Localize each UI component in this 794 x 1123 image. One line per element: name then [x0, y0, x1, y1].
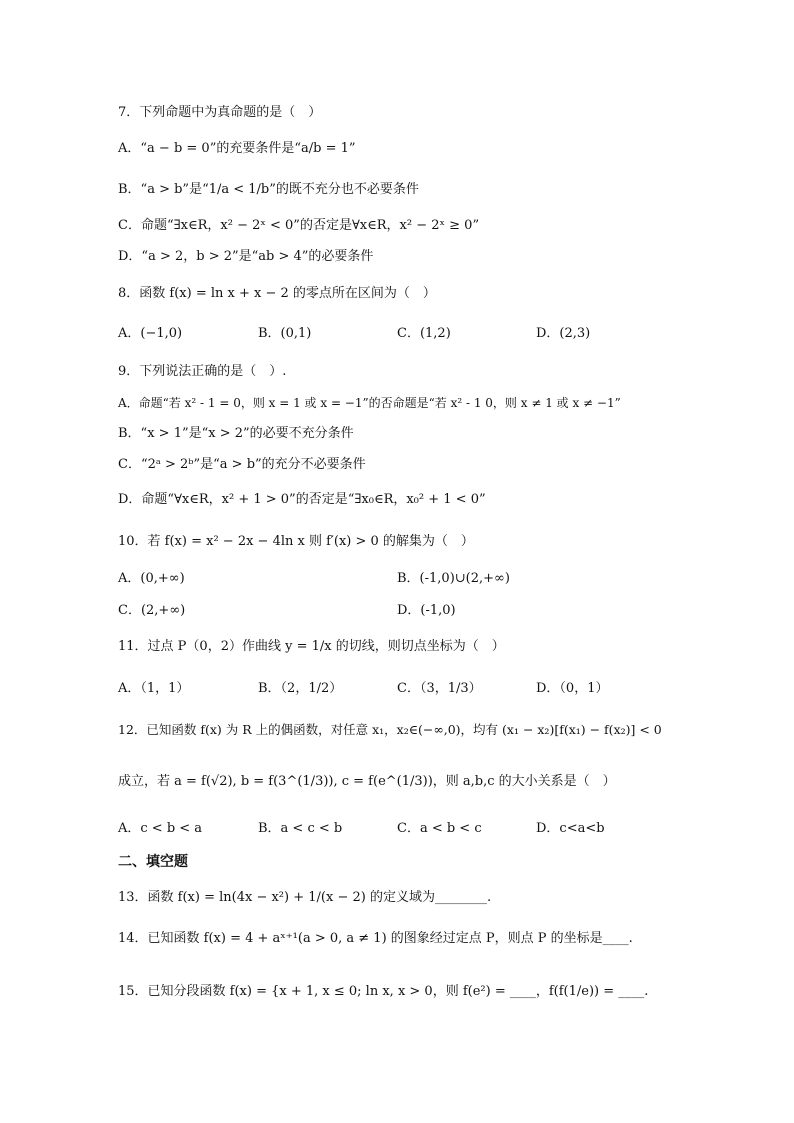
q9-option-b: B．“x > 1”是“x > 2”的必要不充分条件 [118, 426, 354, 441]
q12-option-a: A．c < b < a [118, 821, 203, 836]
q10-option-b: B．(-1,0)∪(2,+∞) [397, 571, 510, 586]
q8-stem: 8．函数 f(x) = ln x + x − 2 的零点所在区间为（ ） [118, 286, 436, 301]
q11-option-a: A．（1，1） [118, 681, 190, 696]
q10-option-d: D．(-1,0) [397, 603, 456, 618]
q10-option-c: C．(2,+∞) [118, 603, 186, 618]
q14: 14．已知函数 f(x) = 4 + aˣ⁺¹(a > 0, a ≠ 1) 的图象经过定点 P，则点 P 的坐标是____. [118, 931, 633, 946]
q11-option-d: D．（0，1） [536, 681, 609, 696]
q12-option-d: D．c<a<b [536, 821, 605, 836]
q7-option-a: A．“a − b = 0”的充要条件是“a/b = 1” [118, 141, 356, 156]
q13: 13．函数 f(x) = ln(4x − x²) + 1/(x − 2) 的定义域为________. [118, 890, 492, 905]
q11-option-c: C．（3，1/3） [397, 681, 482, 696]
q7-option-b: B．“a > b”是“1/a < 1/b”的既不充分也不必要条件 [118, 182, 419, 197]
q9-stem: 9．下列说法正确的是（ ）. [118, 364, 287, 379]
q8-option-a: A．(−1,0) [118, 326, 183, 341]
q10-option-a: A．(0,+∞) [118, 571, 185, 586]
q12-option-c: C．a < b < c [397, 821, 482, 836]
q12-stem-line2: 成立，若 a = f(√2), b = f(3^(1/3)), c = f(e^(1/3))，则 a,b,c 的大小关系是（ ） [118, 774, 616, 789]
q7-option-d: D．“a > 2，b > 2”是“ab > 4”的必要条件 [118, 249, 374, 264]
q10-stem: 10．若 f(x) = x² − 2x − 4ln x 则 f′(x) > 0 的解集为（ ） [118, 534, 474, 549]
q15: 15．已知分段函数 f(x) = {x + 1, x ≤ 0; ln x, x > 0，则 f(e²) = ____，f(f(1/e)) = ____. [118, 984, 649, 999]
q12-stem-line1: 12．已知函数 f(x) 为 R 上的偶函数，对任意 x₁，x₂∈(−∞,0)，均有 (x₁ − x₂)[f(x₁) − f(x₂)] < 0 [118, 722, 662, 737]
q7-stem: 7．下列命题中为真命题的是（ ） [118, 105, 322, 120]
q11-stem: 11．过点 P（0，2）作曲线 y = 1/x 的切线，则切点坐标为（ ） [118, 639, 505, 654]
section-title-fill-in: 二、填空题 [118, 854, 188, 870]
q12-option-b: B．a < c < b [258, 821, 343, 836]
q8-option-d: D．(2,3) [536, 326, 591, 341]
q9-option-a: A．命题“若 x² - 1 = 0，则 x = 1 或 x = −1”的否命题是“若 x² - 1 0，则 x ≠ 1 或 x ≠ −1” [118, 396, 621, 410]
q9-option-d: D．命题“∀x∈R，x² + 1 > 0”的否定是“∃x₀∈R，x₀² + 1 < 0” [118, 492, 486, 507]
q8-option-b: B．(0,1) [258, 326, 312, 341]
q7-option-c: C．命题“∃x∈R，x² − 2ˣ < 0”的否定是∀x∈R，x² − 2ˣ ≥ 0” [118, 218, 480, 233]
q9-option-c: C．“2ᵃ > 2ᵇ”是“a > b”的充分不必要条件 [118, 457, 366, 472]
q11-option-b: B．（2，1/2） [258, 681, 343, 696]
q8-option-c: C．(1,2) [397, 326, 451, 341]
